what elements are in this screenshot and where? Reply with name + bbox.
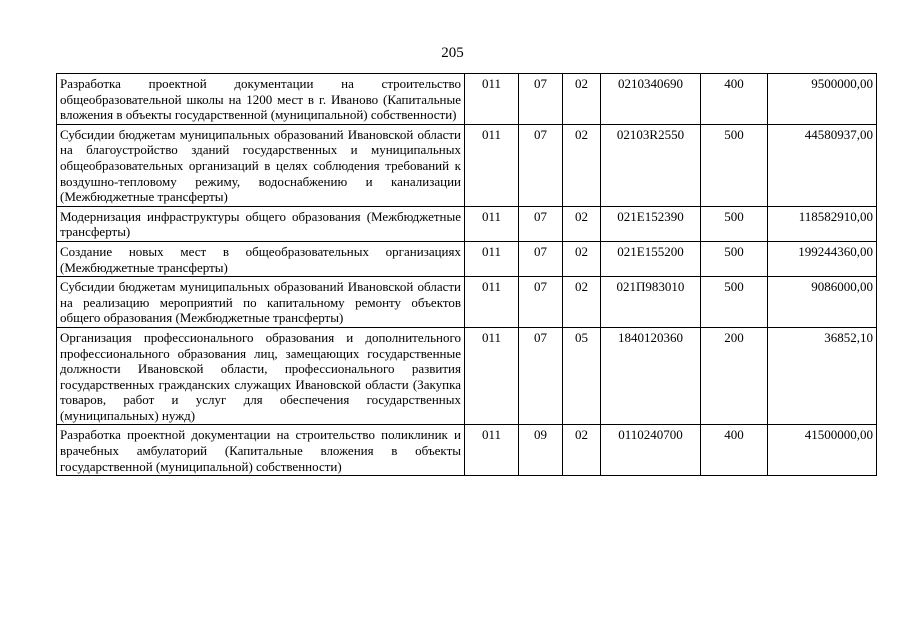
expense-type-code: 500 xyxy=(701,124,768,206)
ministry-code: 011 xyxy=(465,425,519,476)
target-article-code: 021E155200 xyxy=(601,241,701,276)
amount: 9086000,00 xyxy=(768,277,877,328)
subsection-code: 02 xyxy=(563,124,601,206)
target-article-code: 0110240700 xyxy=(601,425,701,476)
section-code: 07 xyxy=(519,327,563,425)
row-description: Создание новых мест в общеобразовательных организациях (Межбюджетные трансферты) xyxy=(57,241,465,276)
target-article-code: 021П983010 xyxy=(601,277,701,328)
ministry-code: 011 xyxy=(465,206,519,241)
expense-type-code: 500 xyxy=(701,206,768,241)
expense-type-code: 200 xyxy=(701,327,768,425)
amount: 9500000,00 xyxy=(768,74,877,125)
ministry-code: 011 xyxy=(465,241,519,276)
expense-type-code: 400 xyxy=(701,425,768,476)
table-row xyxy=(57,124,877,206)
table-row xyxy=(57,241,877,276)
target-article-code: 02103R2550 xyxy=(601,124,701,206)
subsection-code: 02 xyxy=(563,425,601,476)
amount: 36852,10 xyxy=(768,327,877,425)
row-description: Субсидии бюджетам муниципальных образований Ивановской области на реализацию мероприятий по капитальному ремонту объектов общего образования (Межбюджетные трансферты) xyxy=(57,277,465,328)
expense-type-code: 500 xyxy=(701,241,768,276)
section-code: 07 xyxy=(519,124,563,206)
budget-table xyxy=(56,73,877,476)
amount: 199244360,00 xyxy=(768,241,877,276)
subsection-code: 02 xyxy=(563,206,601,241)
table-row xyxy=(57,425,877,476)
section-code: 07 xyxy=(519,277,563,328)
page-number: 205 xyxy=(441,45,464,61)
amount: 41500000,00 xyxy=(768,425,877,476)
subsection-code: 02 xyxy=(563,241,601,276)
expense-type-code: 500 xyxy=(701,277,768,328)
table-row xyxy=(57,327,877,425)
section-code: 07 xyxy=(519,206,563,241)
ministry-code: 011 xyxy=(465,74,519,125)
row-description: Разработка проектной документации на строительство общеобразовательной школы на 1200 мест в г. Иваново (Капитальные вложения в объекты государственной (муниципальной) собственности) xyxy=(57,74,465,125)
table-row xyxy=(57,74,877,125)
table-row xyxy=(57,277,877,328)
subsection-code: 02 xyxy=(563,74,601,125)
section-code: 09 xyxy=(519,425,563,476)
section-code: 07 xyxy=(519,74,563,125)
row-description: Модернизация инфраструктуры общего образования (Межбюджетные трансферты) xyxy=(57,206,465,241)
table-row xyxy=(57,206,877,241)
expense-type-code: 400 xyxy=(701,74,768,125)
target-article-code: 0210340690 xyxy=(601,74,701,125)
ministry-code: 011 xyxy=(465,327,519,425)
subsection-code: 02 xyxy=(563,277,601,328)
amount: 44580937,00 xyxy=(768,124,877,206)
ministry-code: 011 xyxy=(465,277,519,328)
row-description: Субсидии бюджетам муниципальных образований Ивановской области на благоустройство зданий государственных и муниципальных общеобразовательных организаций в целях соблюдения требований к воздушно-тепловому режиму, водоснабжению и канализации (Межбюджетные трансферты) xyxy=(57,124,465,206)
row-description: Разработка проектной документации на строительство поликлиник и врачебных амбулаторий (Капитальные вложения в объекты государственной (муниципальной) собственности) xyxy=(57,425,465,476)
amount: 118582910,00 xyxy=(768,206,877,241)
target-article-code: 021E152390 xyxy=(601,206,701,241)
ministry-code: 011 xyxy=(465,124,519,206)
subsection-code: 05 xyxy=(563,327,601,425)
section-code: 07 xyxy=(519,241,563,276)
row-description: Организация профессионального образования и дополнительного профессионального образования лиц, замещающих государственные должности Ивановской области, профессионального развития государственных гражданских служащих Ивановской области (Закупка товаров, работ и услуг для обеспечения государственных (муниципальных) нужд) xyxy=(57,327,465,425)
target-article-code: 1840120360 xyxy=(601,327,701,425)
